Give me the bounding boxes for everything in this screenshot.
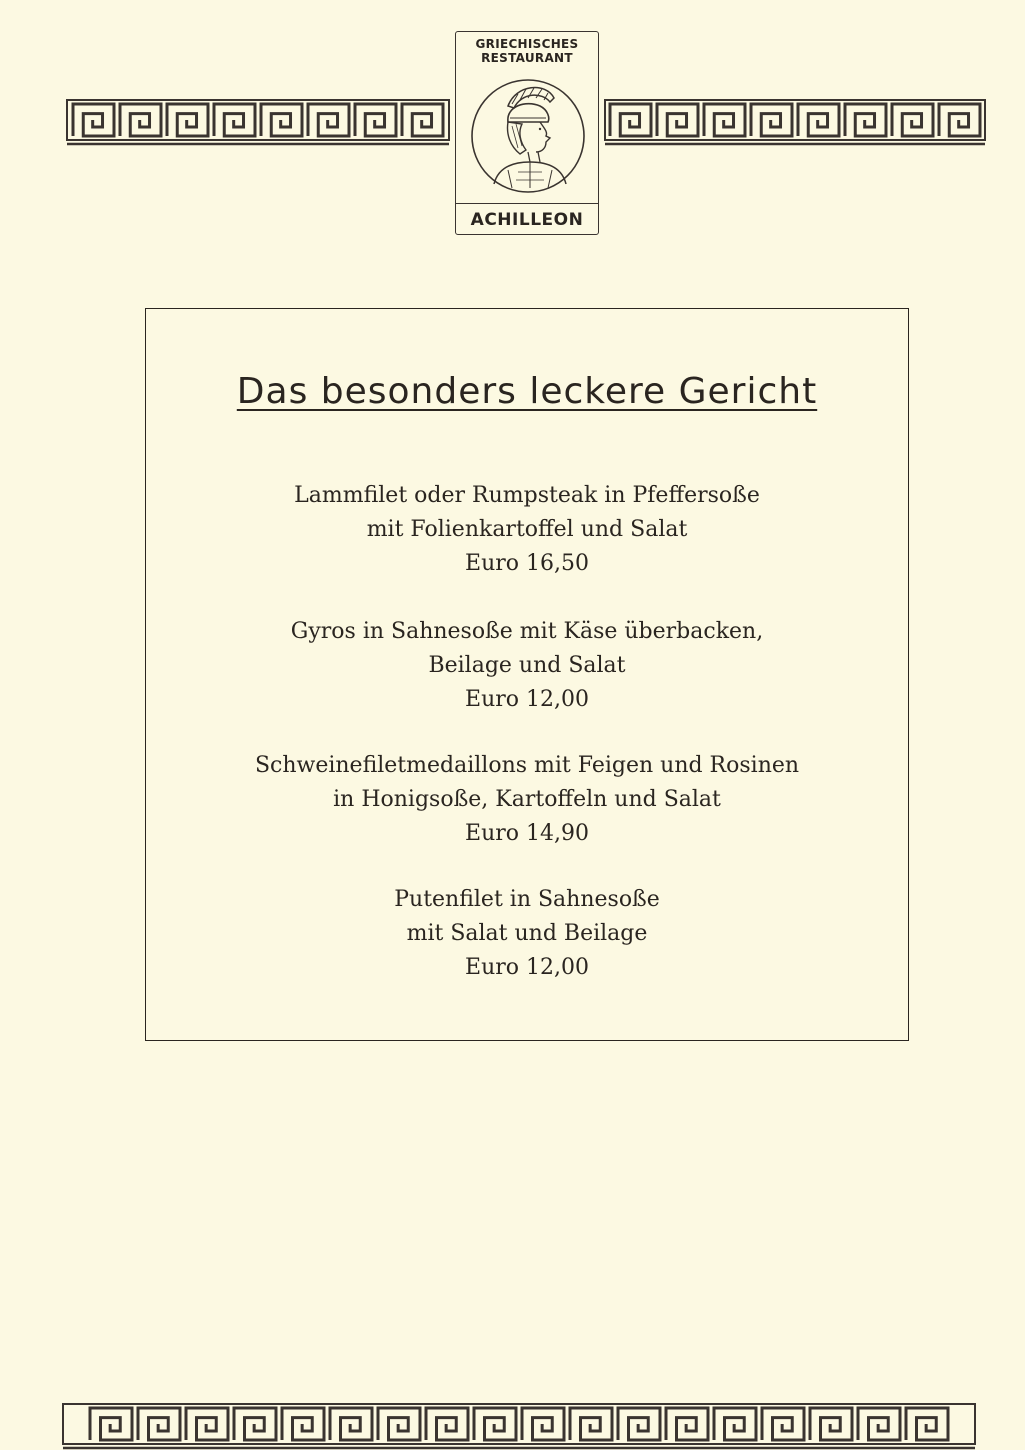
- greek-key-unit: [892, 104, 933, 136]
- greek-key-unit: [167, 104, 208, 136]
- dish-line: in Honigsoße, Kartoffeln und Salat: [333, 787, 721, 812]
- greek-key-unit: [330, 1408, 372, 1440]
- greek-key-unit: [214, 104, 255, 136]
- logo-line-restaurant: RESTAURANT: [481, 51, 573, 65]
- greek-key-unit: [522, 1408, 564, 1440]
- dish-line: Lammfilet oder Rumpsteak in Pfeffersoße: [294, 483, 760, 508]
- greek-key-unit: [858, 1408, 900, 1440]
- greek-key-unit: [378, 1408, 420, 1440]
- greek-key-unit: [73, 104, 114, 136]
- dish-line: Putenfilet in Sahnesoße: [394, 887, 660, 912]
- greek-key-unit: [120, 104, 161, 136]
- greek-key-unit: [426, 1408, 468, 1440]
- greek-key-unit: [261, 104, 302, 136]
- logo-divider: [456, 203, 598, 204]
- greek-key-unit: [355, 104, 396, 136]
- dish-price: Euro 14,90: [465, 821, 589, 846]
- greek-key-unit: [762, 1408, 804, 1440]
- greek-key-unit: [798, 104, 839, 136]
- greek-key-unit: [714, 1408, 756, 1440]
- greek-key-unit: [751, 104, 792, 136]
- greek-key-border-bottom: [62, 1400, 976, 1450]
- greek-key-unit: [90, 1408, 132, 1440]
- greek-key-unit: [618, 1408, 660, 1440]
- dish-line: Beilage und Salat: [428, 653, 626, 678]
- dish-item: [146, 615, 908, 717]
- greek-key-unit: [666, 1408, 708, 1440]
- menu-title: [146, 371, 908, 412]
- greek-key-unit: [570, 1408, 612, 1440]
- greek-key-unit: [138, 1408, 180, 1440]
- dish-price: Euro 12,00: [465, 687, 589, 712]
- greek-key-border-top-left: [66, 94, 450, 150]
- dish-price: Euro 16,50: [465, 551, 589, 576]
- dish-item: [146, 749, 908, 851]
- greek-key-unit: [906, 1408, 948, 1440]
- greek-key-unit: [610, 104, 651, 136]
- greek-key-unit: [474, 1408, 516, 1440]
- dish-item: [146, 479, 908, 581]
- greek-key-unit: [939, 104, 980, 136]
- logo-name-achilleon: ACHILLEON: [470, 210, 584, 230]
- greek-key-unit: [402, 104, 443, 136]
- greek-key-unit: [845, 104, 886, 136]
- greek-key-unit: [704, 104, 745, 136]
- greek-warrior-helmet-icon: [468, 76, 588, 196]
- dish-line: mit Salat und Beilage: [406, 921, 648, 946]
- greek-key-border-top-right: [604, 94, 986, 150]
- greek-key-unit: [657, 104, 698, 136]
- restaurant-logo: [455, 31, 599, 235]
- dish-price: Euro 12,00: [465, 955, 589, 980]
- dish-line: Schweinefiletmedaillons mit Feigen und Rosinen: [254, 753, 800, 778]
- logo-line-griechisches: GRIECHISCHES: [475, 37, 579, 51]
- greek-key-unit: [234, 1408, 276, 1440]
- greek-key-unit: [810, 1408, 852, 1440]
- dish-item: [146, 883, 908, 985]
- menu-title-text: Das besonders leckere Gericht: [236, 371, 818, 412]
- dish-line: mit Folienkartoffel und Salat: [366, 517, 688, 542]
- menu-card: [145, 308, 909, 1041]
- dish-line: Gyros in Sahnesoße mit Käse überbacken,: [290, 619, 764, 644]
- greek-key-unit: [186, 1408, 228, 1440]
- greek-key-unit: [282, 1408, 324, 1440]
- greek-key-unit: [308, 104, 349, 136]
